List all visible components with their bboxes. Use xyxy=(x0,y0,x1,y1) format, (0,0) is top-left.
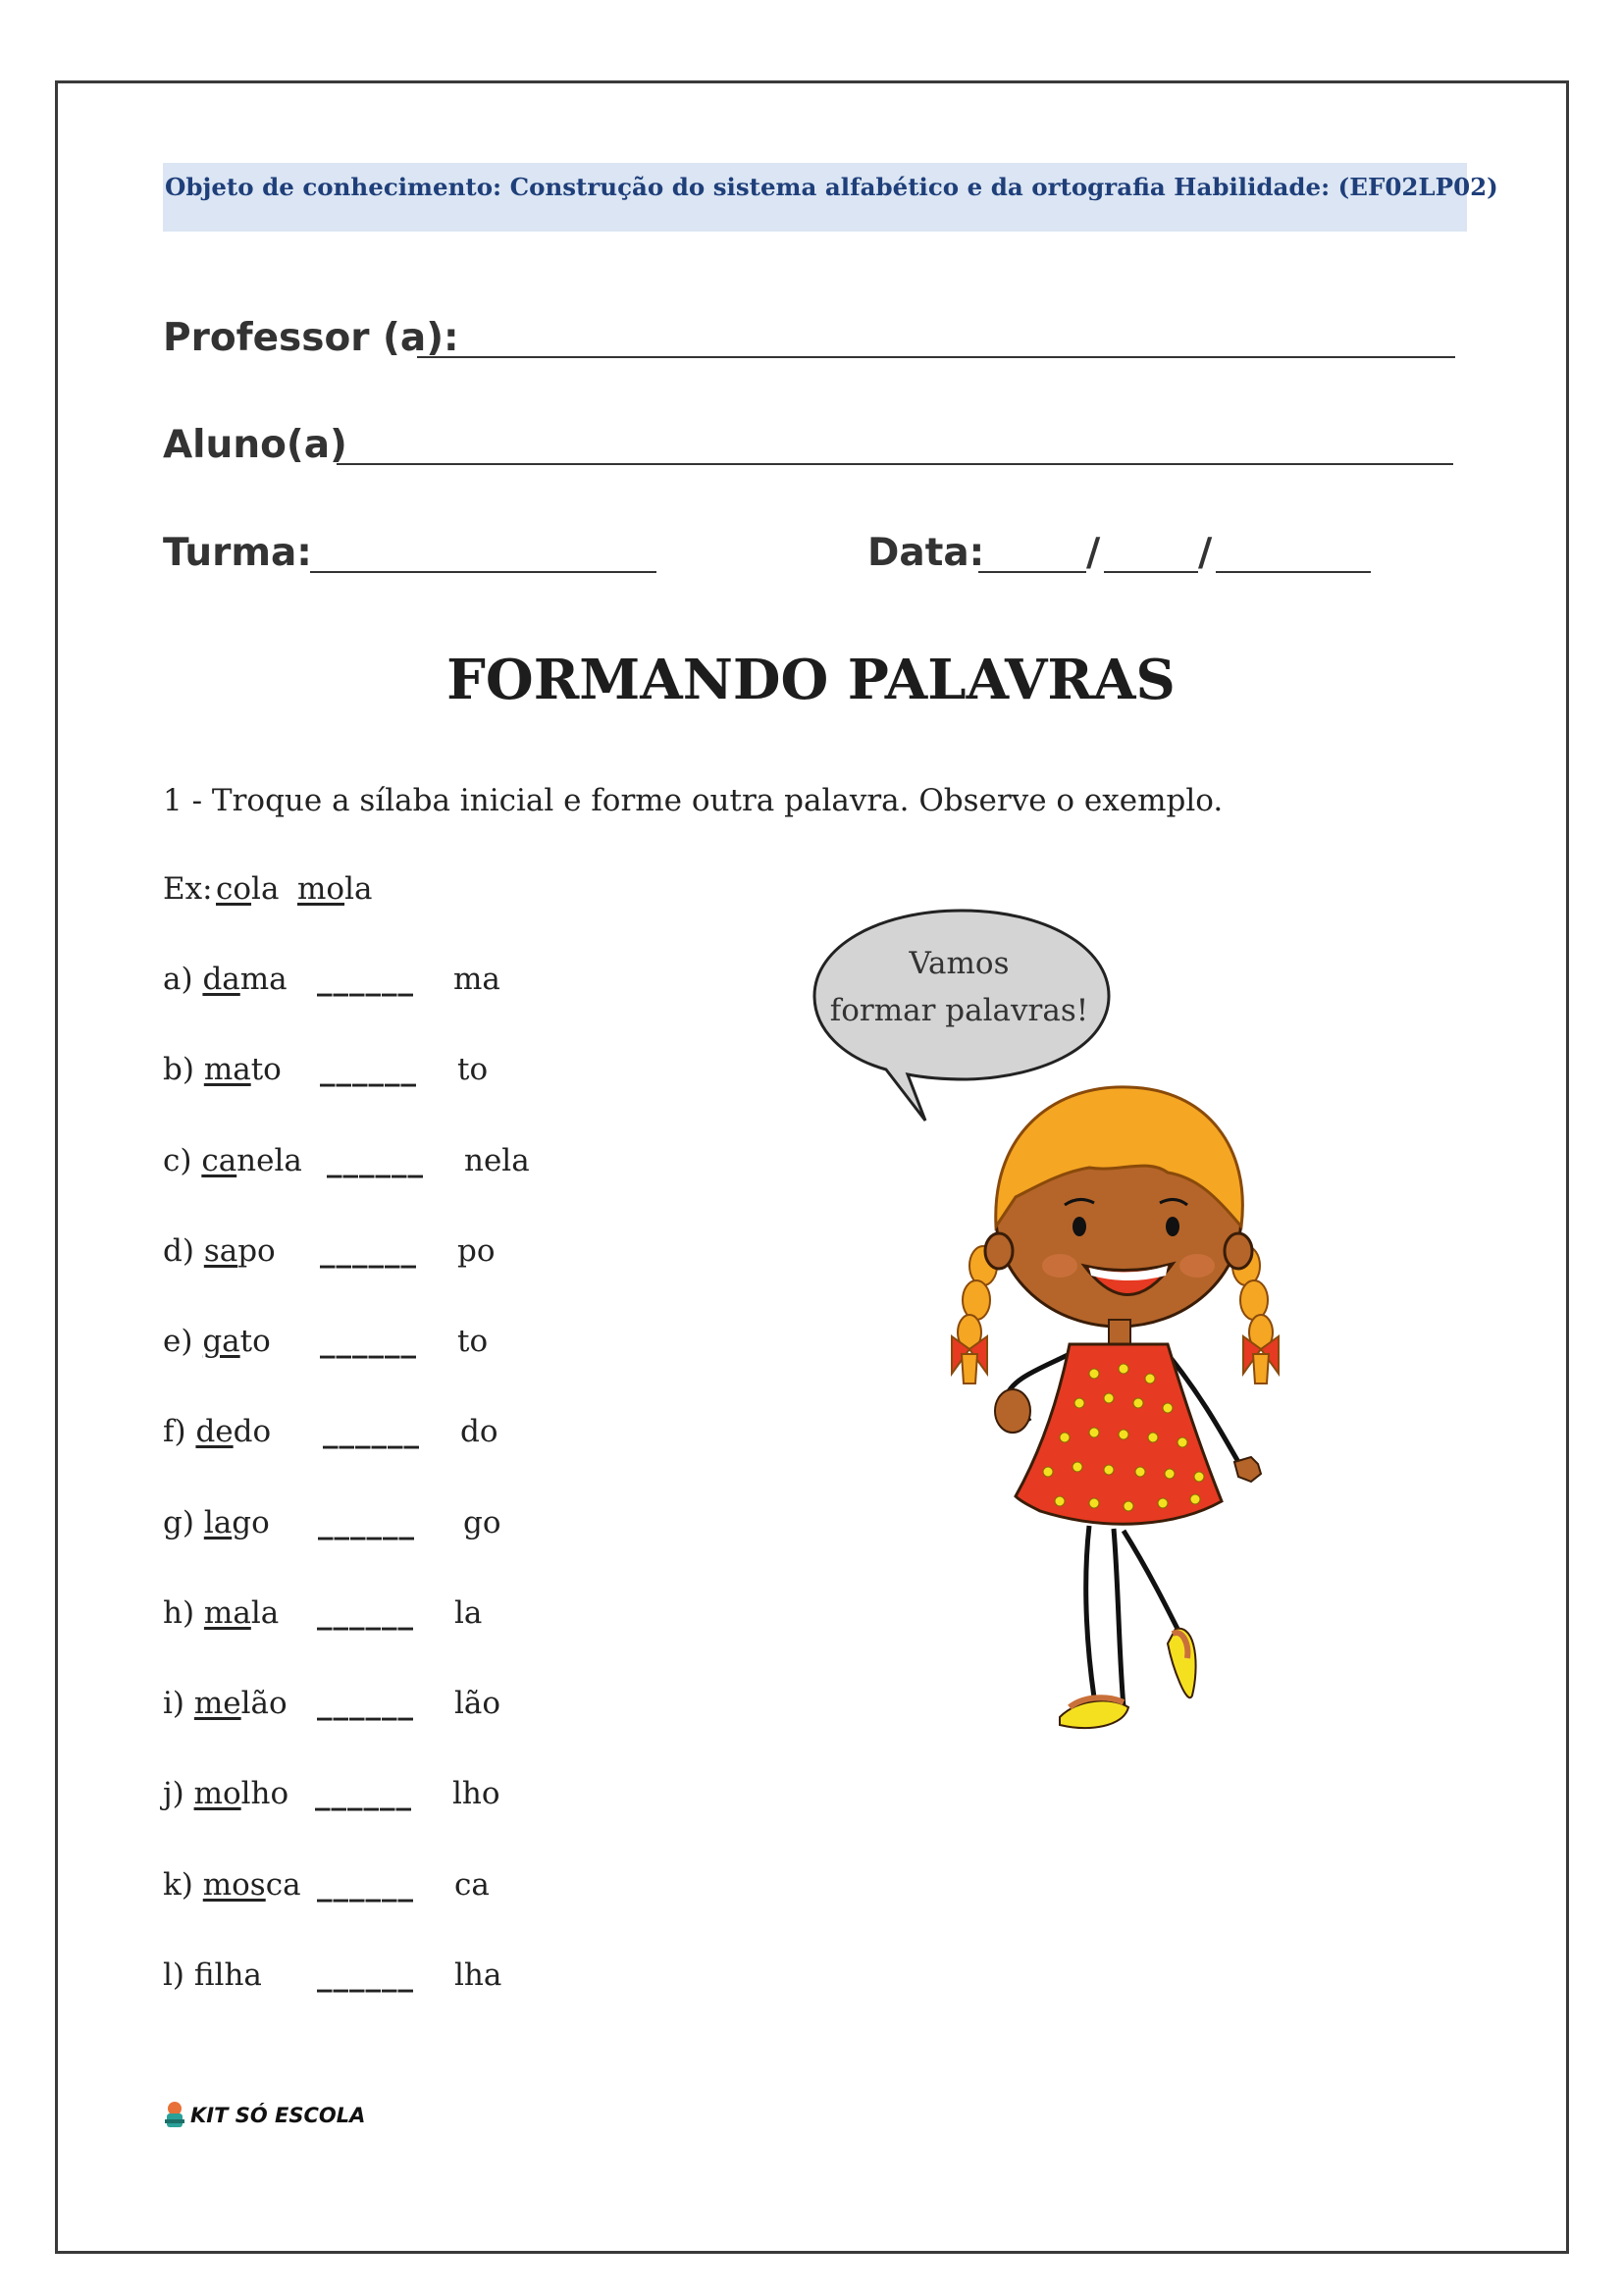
speech-bubble-text xyxy=(829,940,1089,1034)
exercise-syllable: ma xyxy=(203,1052,251,1087)
answer-blank[interactable]: ______ xyxy=(317,1595,414,1631)
exercise-label: a) xyxy=(163,962,193,997)
brand-text: KIT SÓ ESCOLA xyxy=(190,2104,366,2127)
exercise-ending: ma xyxy=(453,962,500,997)
example-word-2 xyxy=(297,871,372,907)
exercise-word-rest: lão xyxy=(240,1686,288,1721)
exercise-word xyxy=(163,1595,279,1631)
answer-blank[interactable]: ______ xyxy=(317,1867,414,1903)
exercise-word xyxy=(163,1052,282,1087)
exercise-ending: lão xyxy=(454,1686,501,1721)
exercise-word xyxy=(163,1233,276,1269)
data-slash-2: / xyxy=(1198,531,1213,575)
exercise-word-rest: to xyxy=(250,1052,282,1087)
answer-blank[interactable]: ______ xyxy=(323,1414,420,1449)
professor-label: Professor (a): xyxy=(163,316,459,360)
exercise-word xyxy=(163,1505,270,1540)
exercise-syllable: me xyxy=(193,1686,241,1721)
data-year-line[interactable] xyxy=(1216,571,1371,573)
exercise-word-rest: la xyxy=(250,1595,280,1631)
exercise-word-rest: nela xyxy=(236,1143,302,1178)
speech-line-1: Vamos xyxy=(909,946,1010,981)
exercise-syllable: sa xyxy=(203,1233,238,1269)
exercise-word-rest: filha xyxy=(193,1957,262,1993)
exercise-word-rest: ca xyxy=(265,1867,301,1903)
data-month-line[interactable] xyxy=(1104,571,1198,573)
answer-blank[interactable]: ______ xyxy=(320,1052,417,1087)
worksheet-title: FORMANDO PALAVRAS xyxy=(446,648,1176,712)
example-word-2-rest: la xyxy=(344,871,373,907)
exercise-ending: nela xyxy=(464,1143,530,1178)
exercise-label: b) xyxy=(163,1052,194,1087)
exercise-label: c) xyxy=(163,1143,192,1178)
example-prefix: Ex: xyxy=(163,871,213,907)
exercise-syllable: mos xyxy=(202,1867,266,1903)
exercise-label: i) xyxy=(163,1686,185,1721)
professor-line[interactable] xyxy=(417,356,1455,358)
exercise-ending: ca xyxy=(454,1867,490,1903)
speech-line-2: formar palavras! xyxy=(829,993,1089,1028)
exercise-word-rest: go xyxy=(232,1505,270,1540)
exercise-ending: do xyxy=(460,1414,498,1449)
exercise-ending: go xyxy=(463,1505,501,1540)
exercise-word xyxy=(163,1867,301,1903)
exercise-syllable: de xyxy=(195,1414,234,1449)
exercise-label: k) xyxy=(163,1867,193,1903)
exercise-syllable: ga xyxy=(202,1324,240,1359)
answer-blank[interactable]: ______ xyxy=(320,1324,417,1359)
exercise-word xyxy=(163,1776,288,1811)
exercise-word-rest: lho xyxy=(240,1776,289,1811)
exercise-ending: lha xyxy=(454,1957,502,1993)
exercise-syllable: la xyxy=(203,1505,233,1540)
exercise-label: e) xyxy=(163,1324,193,1359)
exercise-label: d) xyxy=(163,1233,194,1269)
data-slash-1: / xyxy=(1086,531,1101,575)
exercise-word xyxy=(163,1414,271,1449)
turma-line[interactable] xyxy=(310,571,656,573)
exercise-word xyxy=(163,1686,288,1721)
aluno-line[interactable] xyxy=(337,463,1453,465)
exercise-syllable: ma xyxy=(203,1595,251,1631)
exercise-label: g) xyxy=(163,1505,194,1540)
answer-blank[interactable]: ______ xyxy=(327,1143,424,1178)
exercise-ending: po xyxy=(457,1233,496,1269)
answer-blank[interactable]: ______ xyxy=(317,1957,414,1993)
exercise-label: h) xyxy=(163,1595,195,1631)
answer-blank[interactable]: ______ xyxy=(318,1505,415,1540)
exercise-ending: to xyxy=(457,1052,489,1087)
example-word-2-syllable: mo xyxy=(297,871,345,907)
exercise-label: f) xyxy=(163,1414,186,1449)
aluno-label: Aluno(a) xyxy=(163,423,347,467)
data-day-line[interactable] xyxy=(978,571,1086,573)
turma-label: Turma: xyxy=(163,531,312,575)
exercise-word-rest: to xyxy=(239,1324,271,1359)
data-label: Data: xyxy=(867,531,985,575)
exercise-word xyxy=(163,1143,302,1178)
brand-icon xyxy=(163,2100,186,2129)
exercise-label: l) xyxy=(163,1957,185,1993)
exercise-word xyxy=(163,1957,262,1993)
answer-blank[interactable]: ______ xyxy=(317,962,414,997)
objetivo-banner: Objeto de conhecimento: Construção do sistema alfabético e da ortografia Habilidade: (EF02LP02) xyxy=(163,163,1467,232)
exercise-ending: to xyxy=(457,1324,489,1359)
exercise-syllable: da xyxy=(202,962,240,997)
girl-illustration xyxy=(922,1079,1325,1766)
exercise-ending: lho xyxy=(452,1776,500,1811)
answer-blank[interactable]: ______ xyxy=(320,1233,417,1269)
exercise-word xyxy=(163,1324,271,1359)
answer-blank[interactable]: ______ xyxy=(317,1686,414,1721)
exercise-word-rest: po xyxy=(237,1233,276,1269)
exercise-ending: la xyxy=(454,1595,483,1631)
exercise-word xyxy=(163,962,288,997)
exercise-word-rest: ma xyxy=(239,962,288,997)
instruction-text: 1 - Troque a sílaba inicial e forme outra palavra. Observe o exemplo. xyxy=(163,783,1224,818)
example-word-1-syllable: co xyxy=(216,871,252,907)
exercise-syllable: mo xyxy=(193,1776,241,1811)
example-word-1-rest: la xyxy=(251,871,280,907)
answer-blank[interactable]: ______ xyxy=(315,1776,412,1811)
exercise-syllable: ca xyxy=(201,1143,237,1178)
example-word-1 xyxy=(216,871,279,907)
exercise-word-rest: do xyxy=(233,1414,272,1449)
exercise-label: j) xyxy=(163,1776,184,1811)
